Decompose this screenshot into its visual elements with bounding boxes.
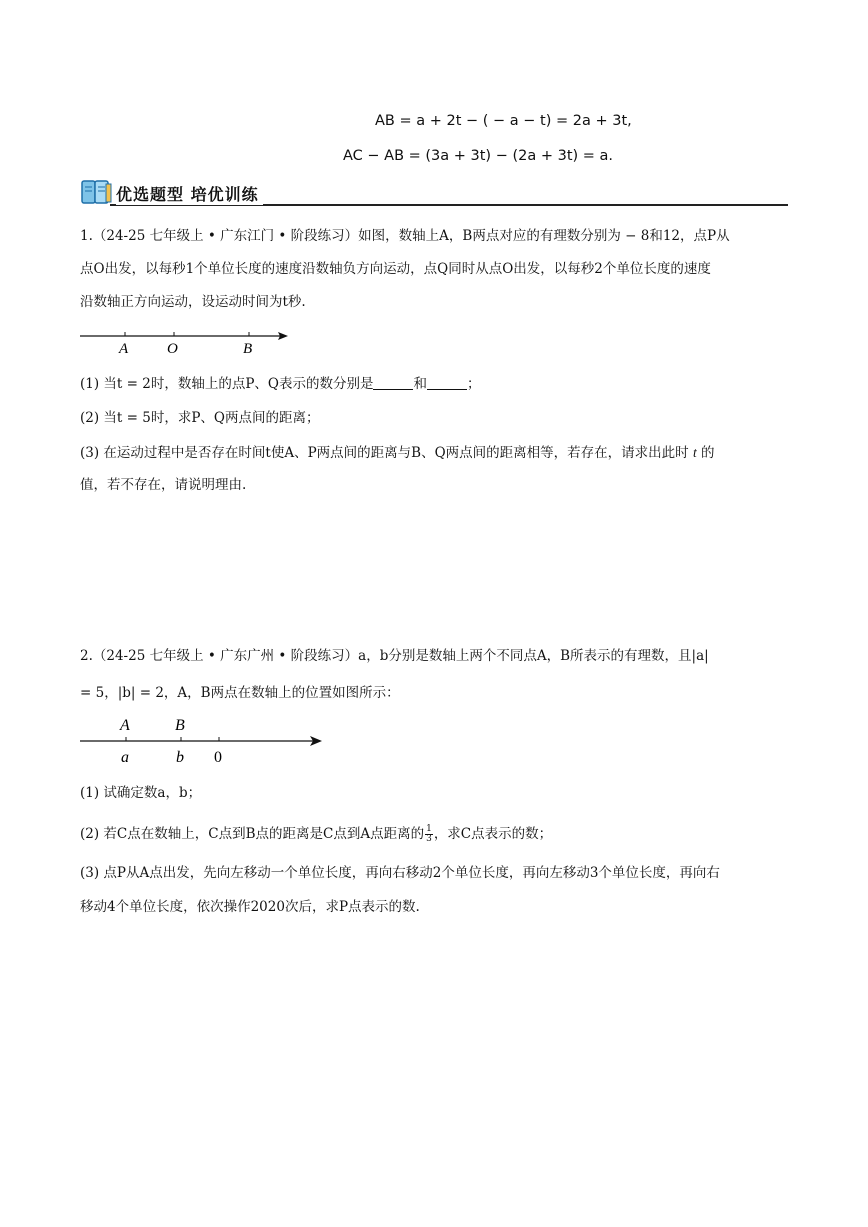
variable-t: t <box>692 445 697 460</box>
q2-axis-top-b: B <box>175 717 185 734</box>
q2-stem-line-1: 2.（24-25 七年级上 • 广东广州 • 阶段练习）a，b分别是数轴上两个不同点A，B所表示的有理数，且|a| <box>80 648 709 664</box>
q1-part-2: (2) 当t = 5时，求P、Q两点间的距离； <box>80 410 320 426</box>
q2-number-line <box>78 712 328 770</box>
q1-part-3 <box>80 436 715 470</box>
section-title: 优选题型 培优训练 <box>116 182 263 205</box>
answer-blank[interactable] <box>373 375 413 390</box>
q2-stem-line-2: = 5，|b| = 2，A，B两点在数轴上的位置如图所示： <box>80 685 400 701</box>
q1-part-1-and: 和 <box>413 376 427 392</box>
q1-axis-label-a: A <box>119 341 129 357</box>
q1-part-1 <box>80 368 480 401</box>
fraction-denominator: 3 <box>426 834 432 844</box>
solution-line-2: AC − AB = (3a + 3t) − (2a + 3t) = a. <box>343 148 614 164</box>
q1-stem-line-3: 沿数轴正方向运动，设运动时间为t秒. <box>80 294 306 310</box>
solution-line-1: AB = a + 2t − ( − a − t) = 2a + 3t, <box>375 113 632 129</box>
q1-stem-line-2: 点O出发，以每秒1个单位长度的速度沿数轴负方向运动，点Q同时从点O出发，以每秒2个单位长度的速度 <box>80 261 711 277</box>
book-icon <box>80 178 114 206</box>
fraction-one-third <box>425 825 433 844</box>
q1-part-1-text: (1) 当t = 2时，数轴上的点P、Q表示的数分别是 <box>80 376 374 392</box>
section-header <box>80 178 788 208</box>
q2-part-2-text: (2) 若C点在数轴上，C点到B点的距离是C点到A点距离的 <box>80 826 425 842</box>
q1-stem-line-1: 1.（24-25 七年级上 • 广东江门 • 阶段练习）如图，数轴上A，B两点对应的有理数分别为 − 8和12，点P从 <box>80 228 730 244</box>
q2-axis-bottom-a: a <box>121 749 129 766</box>
q2-axis-top-a: A <box>120 717 130 734</box>
q2-part-2 <box>80 818 552 851</box>
q1-part-3-line-2: 值，若不存在，请说明理由. <box>80 477 247 493</box>
q2-part-1: (1) 试确定数a，b； <box>80 785 202 801</box>
q2-part-3-line-2: 移动4个单位长度，依次操作2020次后，求P点表示的数. <box>80 899 420 915</box>
q1-part-1-end: ； <box>466 376 481 392</box>
q1-axis-label-o: O <box>167 341 178 357</box>
q1-part-3-end: 的 <box>701 445 715 461</box>
q2-axis-bottom-b: b <box>176 749 184 766</box>
q1-axis-label-b: B <box>243 341 253 357</box>
q2-axis-bottom-zero: 0 <box>214 749 222 766</box>
answer-blank[interactable] <box>427 375 467 390</box>
q1-number-line <box>78 326 298 358</box>
q1-part-3-text: (3) 在运动过程中是否存在时间t使A、P两点间的距离与B、Q两点间的距离相等，若存在，请求出此时 <box>80 445 689 461</box>
q2-part-3-line-1: (3) 点P从A点出发，先向左移动一个单位长度，再向右移动2个单位长度，再向左移动3个单位长度，再向右 <box>80 865 720 881</box>
q2-part-2-end: ，求C点表示的数； <box>433 826 553 842</box>
fraction-numerator: 1 <box>426 824 432 834</box>
